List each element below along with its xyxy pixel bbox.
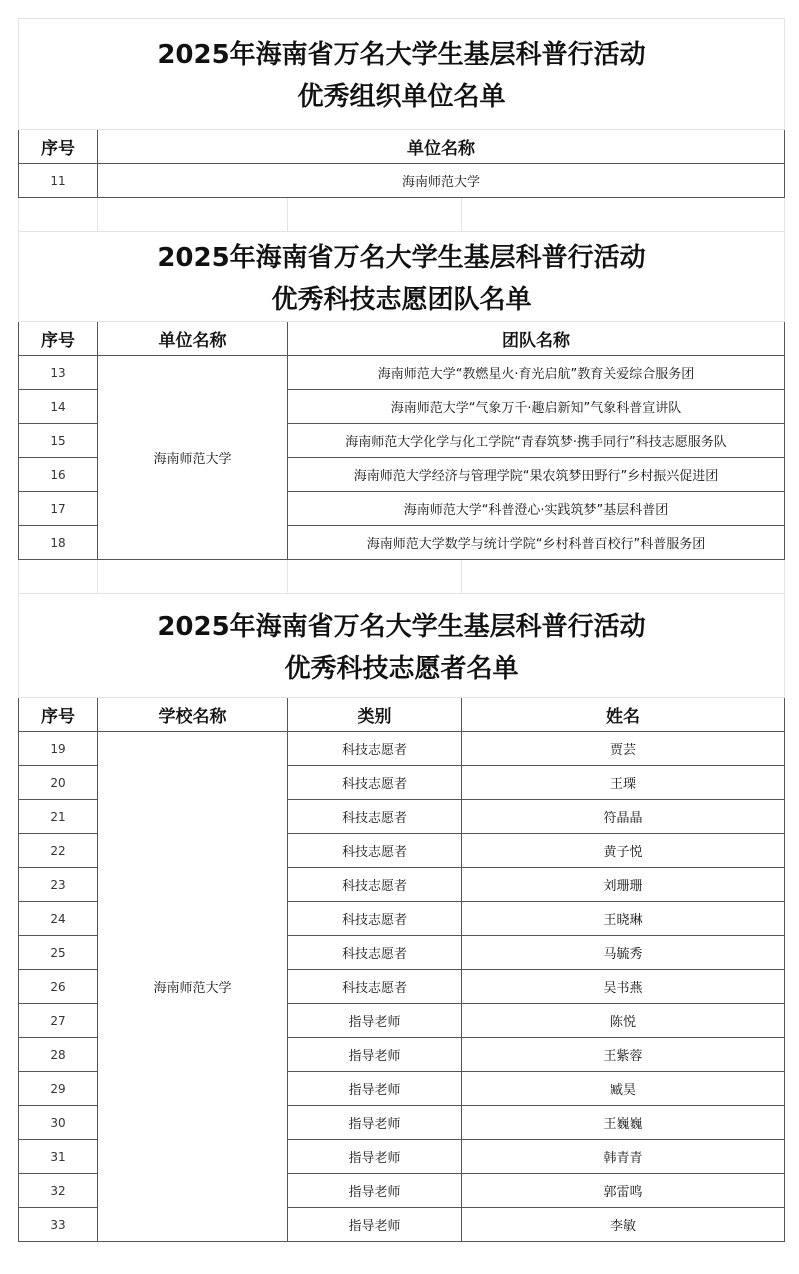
team-name-cell: 海南师范大学化学与化工学院“青春筑梦·携手同行”科技志愿服务队	[288, 424, 785, 458]
section3-title	[19, 594, 785, 698]
section3-header-row	[19, 698, 785, 732]
section1-title	[19, 19, 785, 130]
section1-title-line2: 优秀组织单位名单	[297, 82, 506, 112]
col-header-type: 类别	[288, 698, 462, 732]
person-name-cell: 李敏	[462, 1208, 785, 1242]
spacer-row	[19, 198, 785, 232]
type-cell: 科技志愿者	[288, 936, 462, 970]
row-number: 22	[19, 834, 98, 868]
type-cell: 指导老师	[288, 1072, 462, 1106]
person-name-cell: 符晶晶	[462, 800, 785, 834]
section1-header-row	[19, 130, 785, 164]
table-row	[19, 164, 785, 198]
table-row	[19, 356, 785, 390]
col-header-team: 团队名称	[288, 322, 785, 356]
row-number: 18	[19, 526, 98, 560]
type-cell: 科技志愿者	[288, 902, 462, 936]
type-cell: 指导老师	[288, 1174, 462, 1208]
table-row	[19, 732, 785, 766]
row-number: 29	[19, 1072, 98, 1106]
row-number: 31	[19, 1140, 98, 1174]
type-cell: 科技志愿者	[288, 766, 462, 800]
person-name-cell: 王晓琳	[462, 902, 785, 936]
person-name-cell: 郭雷鸣	[462, 1174, 785, 1208]
person-name-cell: 马毓秀	[462, 936, 785, 970]
unit-name-cell: 海南师范大学	[98, 164, 785, 198]
unit-name-cell: 海南师范大学	[98, 356, 288, 560]
section1-title-line1: 2025年海南省万名大学生基层科普行活动	[157, 40, 646, 70]
row-number: 14	[19, 390, 98, 424]
person-name-cell: 贾芸	[462, 732, 785, 766]
type-cell: 科技志愿者	[288, 834, 462, 868]
section2-title-line2: 优秀科技志愿团队名单	[271, 284, 532, 315]
row-number: 17	[19, 492, 98, 526]
col-header-no: 序号	[19, 130, 98, 164]
row-number: 23	[19, 868, 98, 902]
team-name-cell: 海南师范大学“气象万千·趣启新知”气象科普宣讲队	[288, 390, 785, 424]
team-name-cell: 海南师范大学“科普澄心·实践筑梦”基层科普团	[288, 492, 785, 526]
row-number: 28	[19, 1038, 98, 1072]
row-number: 20	[19, 766, 98, 800]
row-number: 27	[19, 1004, 98, 1038]
row-number: 32	[19, 1174, 98, 1208]
section3-title-line2: 优秀科技志愿者名单	[284, 653, 519, 684]
type-cell: 科技志愿者	[288, 732, 462, 766]
type-cell: 科技志愿者	[288, 800, 462, 834]
col-header-unit: 单位名称	[98, 322, 288, 356]
award-list-sheet	[18, 18, 784, 1242]
person-name-cell: 黄子悦	[462, 834, 785, 868]
section2-title	[19, 232, 785, 322]
type-cell: 指导老师	[288, 1106, 462, 1140]
row-number: 24	[19, 902, 98, 936]
row-number: 19	[19, 732, 98, 766]
row-number: 25	[19, 936, 98, 970]
type-cell: 指导老师	[288, 1038, 462, 1072]
type-cell: 指导老师	[288, 1208, 462, 1242]
person-name-cell: 刘珊珊	[462, 868, 785, 902]
school-name-cell: 海南师范大学	[98, 732, 288, 1242]
type-cell: 科技志愿者	[288, 868, 462, 902]
person-name-cell: 臧昊	[462, 1072, 785, 1106]
row-number: 11	[19, 164, 98, 198]
row-number: 30	[19, 1106, 98, 1140]
row-number: 16	[19, 458, 98, 492]
col-header-no: 序号	[19, 322, 98, 356]
section2-title-line1: 2025年海南省万名大学生基层科普行活动	[157, 242, 646, 273]
team-name-cell: 海南师范大学数学与统计学院“乡村科普百校行”科普服务团	[288, 526, 785, 560]
row-number: 21	[19, 800, 98, 834]
person-name-cell: 陈悦	[462, 1004, 785, 1038]
section2-header-row	[19, 322, 785, 356]
row-number: 26	[19, 970, 98, 1004]
col-header-school: 学校名称	[98, 698, 288, 732]
person-name-cell: 王巍巍	[462, 1106, 785, 1140]
col-header-no: 序号	[19, 698, 98, 732]
row-number: 33	[19, 1208, 98, 1242]
section3-title-line1: 2025年海南省万名大学生基层科普行活动	[157, 611, 646, 642]
team-name-cell: 海南师范大学“教燃星火·育光启航”教育关爱综合服务团	[288, 356, 785, 390]
type-cell: 指导老师	[288, 1140, 462, 1174]
col-header-unit: 单位名称	[98, 130, 785, 164]
team-name-cell: 海南师范大学经济与管理学院“果农筑梦田野行”乡村振兴促进团	[288, 458, 785, 492]
person-name-cell: 王紫蓉	[462, 1038, 785, 1072]
person-name-cell: 韩青青	[462, 1140, 785, 1174]
col-header-name: 姓名	[462, 698, 785, 732]
type-cell: 指导老师	[288, 1004, 462, 1038]
type-cell: 科技志愿者	[288, 970, 462, 1004]
spacer-row	[19, 560, 785, 594]
row-number: 15	[19, 424, 98, 458]
row-number: 13	[19, 356, 98, 390]
person-name-cell: 王瑮	[462, 766, 785, 800]
person-name-cell: 吴书燕	[462, 970, 785, 1004]
award-list-table	[18, 18, 785, 1242]
